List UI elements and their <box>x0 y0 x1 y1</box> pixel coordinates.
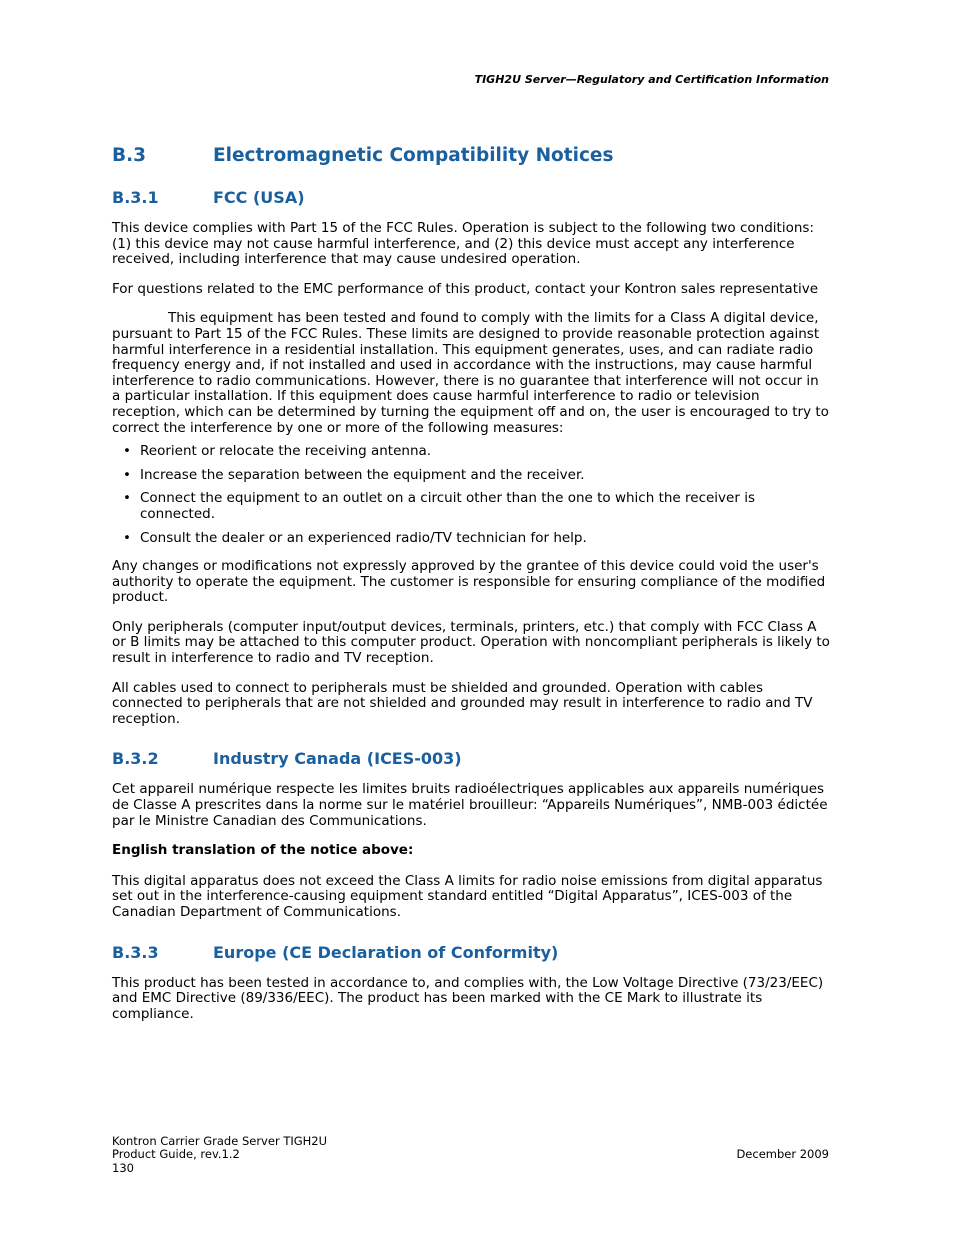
section-heading-b31 <box>112 188 830 207</box>
section-title: Electromagnetic Compatibility Notices <box>213 145 614 166</box>
running-header: TIGH2U Server—Regulatory and Certification Information <box>474 73 829 86</box>
section-heading-b33 <box>112 943 830 962</box>
paragraph: This digital apparatus does not exceed the Class A limits for radio noise emissions from digital apparatus set out in the interference-causing equipment standard entitled “Digital Apparatus”, ICES-003 of the Canadian Department of Communications. <box>112 872 823 920</box>
section-number: B.3.3 <box>112 942 159 962</box>
paragraph: Only peripherals (computer input/output devices, terminals, printers, etc.) that comply with FCC Class A or B limits may be attached to this computer product. Operation with noncompliant peripherals is likely to result in interference to radio and TV reception. <box>112 618 830 667</box>
paragraph: All cables used to connect to peripherals must be shielded and grounded. Operation with cables connected to peripherals that are not shielded and grounded may result in interference to radio and TV reception. <box>112 679 813 727</box>
paragraph: For questions related to the EMC performance of this product, contact your Kontron sales representative <box>112 280 819 297</box>
section-title: Europe (CE Declaration of Conformity) <box>213 942 559 962</box>
list-item: • Reorient or relocate the receiving antenna. <box>112 444 830 460</box>
footer-guide: Product Guide, rev.1.2 <box>112 1147 240 1162</box>
section-number: B.3.2 <box>112 749 159 769</box>
section-heading-b32 <box>112 749 830 768</box>
section-heading-b3 <box>112 145 830 166</box>
footer-left <box>112 1135 327 1175</box>
page-content <box>112 145 830 1036</box>
list-item: • Connect the equipment to an outlet on a circuit other than the one to which the receiver is connected. <box>112 491 830 522</box>
list-item: • Consult the dealer or an experienced radio/TV technician for help. <box>112 531 830 547</box>
section-number: B.3.1 <box>112 188 159 207</box>
paragraph: This equipment has been tested and found to comply with the limits for a Class A digital device, pursuant to Part 15 of the FCC Rules. These limits are designed to provide reasonable protection against harmful interference in a residential installation. This equipment generates, uses, and can radiate radio frequency energy and, if not installed and used in accordance with the instructions, may cause harmful interference to radio communications. However, there is no guarantee that interference will not occur in a particular installation. If this equipment does cause harmful interference to radio or television reception, which can be determined by turning the equipment off and on, the user is encouraged to try to correct the interference by one or more of the following measures: <box>112 310 829 436</box>
section-title: FCC (USA) <box>213 188 305 207</box>
section-number: B.3 <box>112 145 147 166</box>
page-number: 130 <box>112 1160 134 1175</box>
paragraph: This device complies with Part 15 of the FCC Rules. Operation is subject to the following two conditions: (1) this device may not cause harmful interference, and (2) this device must accept any interference received, including interference that may cause undesired operation. <box>112 220 814 268</box>
footer-date: December 2009 <box>736 1147 829 1161</box>
footer-product: Kontron Carrier Grade Server TIGH2U <box>112 1134 328 1148</box>
section-title: Industry Canada (ICES-003) <box>213 749 462 769</box>
translation-heading: English translation of the notice above: <box>112 842 414 859</box>
bullet-list <box>112 444 830 546</box>
paragraph: Cet appareil numérique respecte les limites bruits radioélectriques applicables aux appareils numériques de Classe A prescrites dans la norme sur le matériel brouilleur: “Appareils Numériques”, NMB-003 édictée par le Ministre Canadian des Communications. <box>112 781 828 829</box>
list-item: • Increase the separation between the equipment and the receiver. <box>112 468 830 484</box>
paragraph: Any changes or modifications not expressly approved by the grantee of this device could void the user's authority to operate the equipment. The customer is responsible for ensuring compliance of the modified product. <box>112 558 826 606</box>
paragraph: This product has been tested in accordance to, and complies with, the Low Voltage Directive (73/23/EEC) and EMC Directive (89/336/EEC). The product has been marked with the CE Mark to illustrate its compliance. <box>112 974 824 1022</box>
